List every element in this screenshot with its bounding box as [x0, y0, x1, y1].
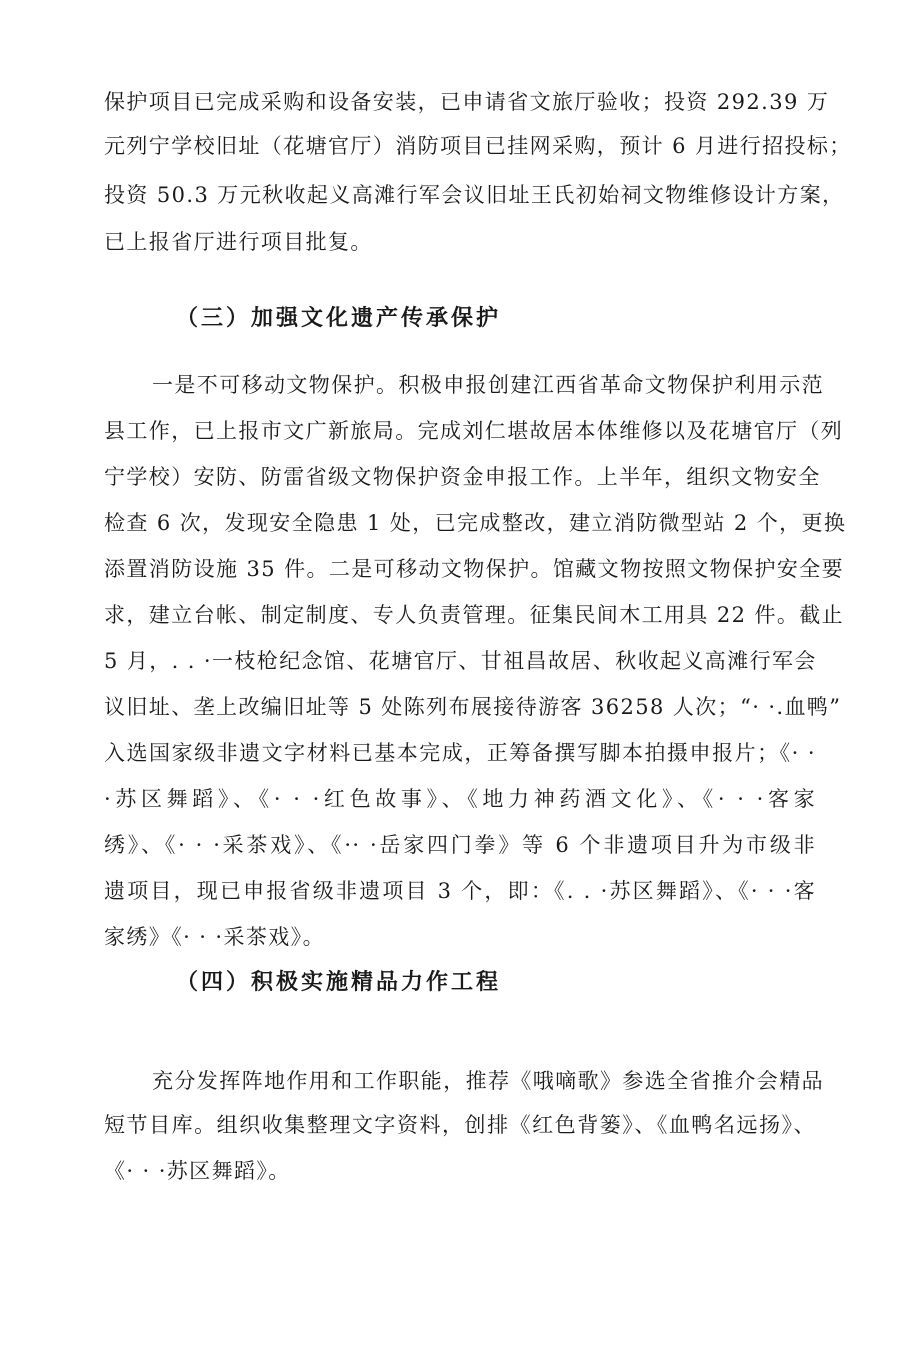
paragraph-line: 遗项目，现已申报省级非遗项目 3 个，即：《. . ·苏区舞蹈》、《· · ·客 — [104, 879, 816, 903]
paragraph-line: 5 月，. . ·一枝枪纪念馆、花塘官厅、甘祖昌故居、秋收起义高滩行军会 — [104, 649, 817, 673]
section-heading-3: （三）加强文化遗产传承保护 — [176, 305, 502, 331]
paragraph-line: 添置消防设施 35 件。二是可移动文物保护。馆藏文物按照文物保护安全要 — [104, 557, 845, 581]
paragraph-line: 元列宁学校旧址（花塘官厅）消防项目已挂网采购，预计 6 月进行招投标； — [104, 134, 852, 158]
paragraph-line: 宁学校）安防、防雷省级文物保护资金申报工作。上半年，组织文物安全 — [104, 465, 821, 489]
paragraph-line: 检查 6 次，发现安全隐患 1 处，已完成整改，建立消防微型站 2 个，更换 — [104, 511, 847, 535]
paragraph-line: 《· · ·苏区舞蹈》。 — [104, 1159, 291, 1183]
section-heading-4: （四）积极实施精品力作工程 — [176, 969, 502, 995]
paragraph-line: 一是不可移动文物保护。积极申报创建江西省革命文物保护利用示范 — [152, 373, 824, 397]
paragraph-line: 短节目库。组织收集整理文字资料，创排《红色背篓》、《血鸭名远扬》、 — [104, 1113, 816, 1137]
paragraph-line: 绣》、《· · ·采茶戏》、《·· ·岳家四门拳》等 6 个非遗项目升为市级非 — [104, 833, 816, 857]
paragraph-line: 投资 50.3 万元秋收起义高滩行军会议旧址王氏初始祠文物维修设计方案， — [104, 183, 845, 207]
paragraph-line: 入选国家级非遗文字材料已基本完成，正筹备撰写脚本拍摄申报片；《· · — [104, 741, 816, 765]
paragraph-line: 家绣》《· · ·采茶戏》。 — [104, 925, 325, 949]
paragraph-line: 保护项目已完成采购和设备安装，已申请省文旅厅验收；投资 292.39 万 — [104, 90, 830, 114]
paragraph-line: 议旧址、垄上改编旧址等 5 处陈列布展接待游客 36258 人次；“· ·.血鸭” — [104, 695, 842, 719]
paragraph-line: ·苏区舞蹈》、《· · ·红色故事》、《地力神药酒文化》、《· · ·客家 — [104, 787, 816, 811]
paragraph-line: 县工作，已上报市文广新旅局。完成刘仁堪故居本体维修以及花塘官厅（列 — [104, 419, 844, 443]
paragraph-line: 已上报省厅进行项目批复。 — [104, 230, 373, 254]
paragraph-line: 求，建立台帐、制定制度、专人负责管理。征集民间木工用具 22 件。截止 — [104, 603, 845, 627]
paragraph-line: 充分发挥阵地作用和工作职能，推荐《哦嘀歌》参选全省推介会精品 — [152, 1069, 824, 1093]
